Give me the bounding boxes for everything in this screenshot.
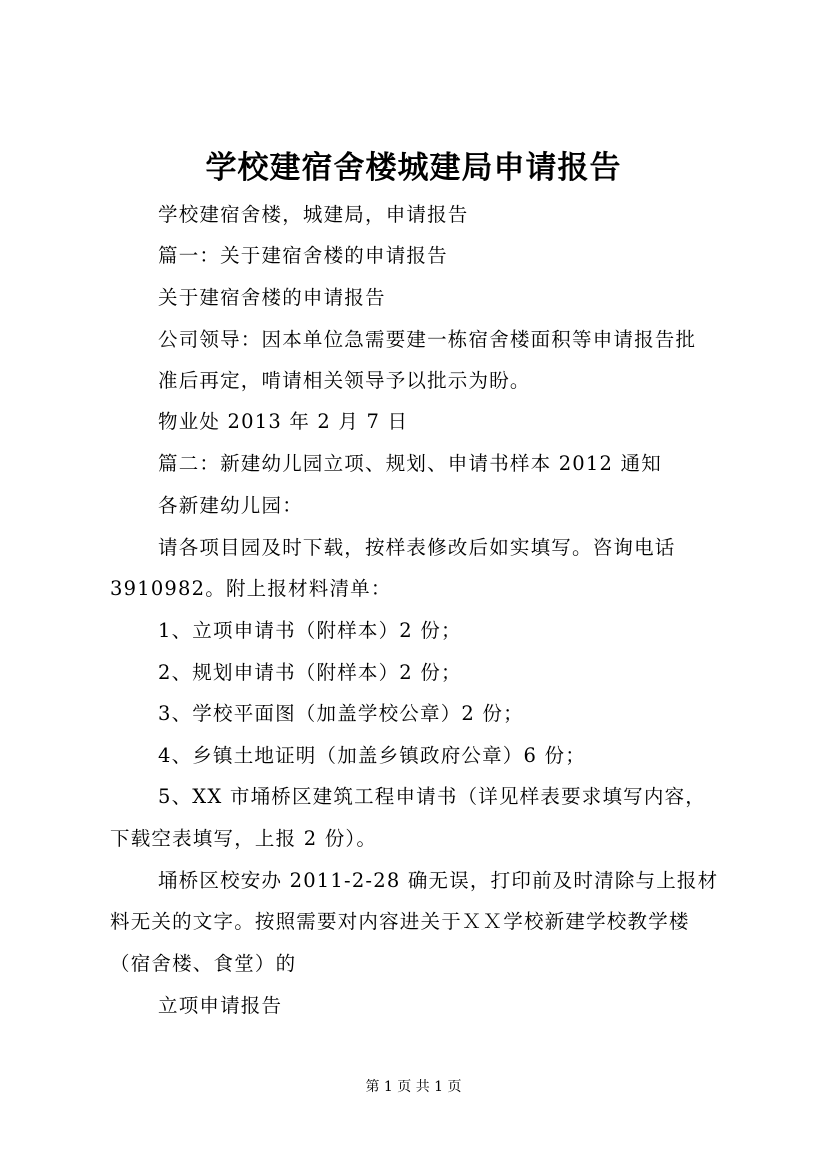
- body-line: 准后再定，啃请相关领导予以批示为盼。: [158, 369, 531, 392]
- body-line: 篇一：关于建宿舍楼的申请报告: [158, 244, 448, 267]
- list-item: 1、立项申请书（附样本）2 份；: [158, 619, 462, 642]
- body-line: 关于建宿舍楼的申请报告: [158, 286, 386, 309]
- list-item: 5、XX 市埇桥区建筑工程申请书（详见样表要求填写内容，: [158, 785, 706, 808]
- body-line: 立项申请报告: [158, 994, 283, 1017]
- body-line: 学校建宿舍楼，城建局，申请报告: [158, 203, 469, 226]
- body-line: 篇二：新建幼儿园立项、规划、申请书样本 2012 通知: [158, 452, 662, 475]
- list-item: 4、乡镇土地证明（加盖乡镇政府公章）6 份；: [158, 744, 586, 767]
- list-item: 3、学校平面图（加盖学校公章）2 份；: [158, 702, 524, 725]
- body-line: 物业处 2013 年 2 月 7 日: [158, 410, 409, 433]
- body-line: 3910982。附上报材料清单：: [110, 577, 392, 600]
- body-line: 下载空表填写，上报 2 份）。: [110, 827, 378, 850]
- body-line: 埇桥区校安办 2011-2-28 确无误，打印前及时清除与上报材: [158, 869, 719, 892]
- body-line: （宿舍楼、食堂）的: [110, 952, 297, 975]
- list-item: 2、规划申请书（附样本）2 份；: [158, 661, 462, 684]
- body-line: 各新建幼儿园：: [158, 494, 303, 517]
- body-line: 公司领导：因本单位急需要建一栋宿舍楼面积等申请报告批: [158, 328, 697, 351]
- page-footer: 第 1 页 共 1 页: [365, 1079, 462, 1095]
- body-line: 料无关的文字。按照需要对内容进关于ＸＸ学校新建学校教学楼: [110, 910, 690, 933]
- body-line: 请各项目园及时下载，按样表修改后如实填写。咨询电话: [158, 536, 676, 559]
- document-title: 学校建宿舍楼城建局申请报告: [205, 150, 622, 186]
